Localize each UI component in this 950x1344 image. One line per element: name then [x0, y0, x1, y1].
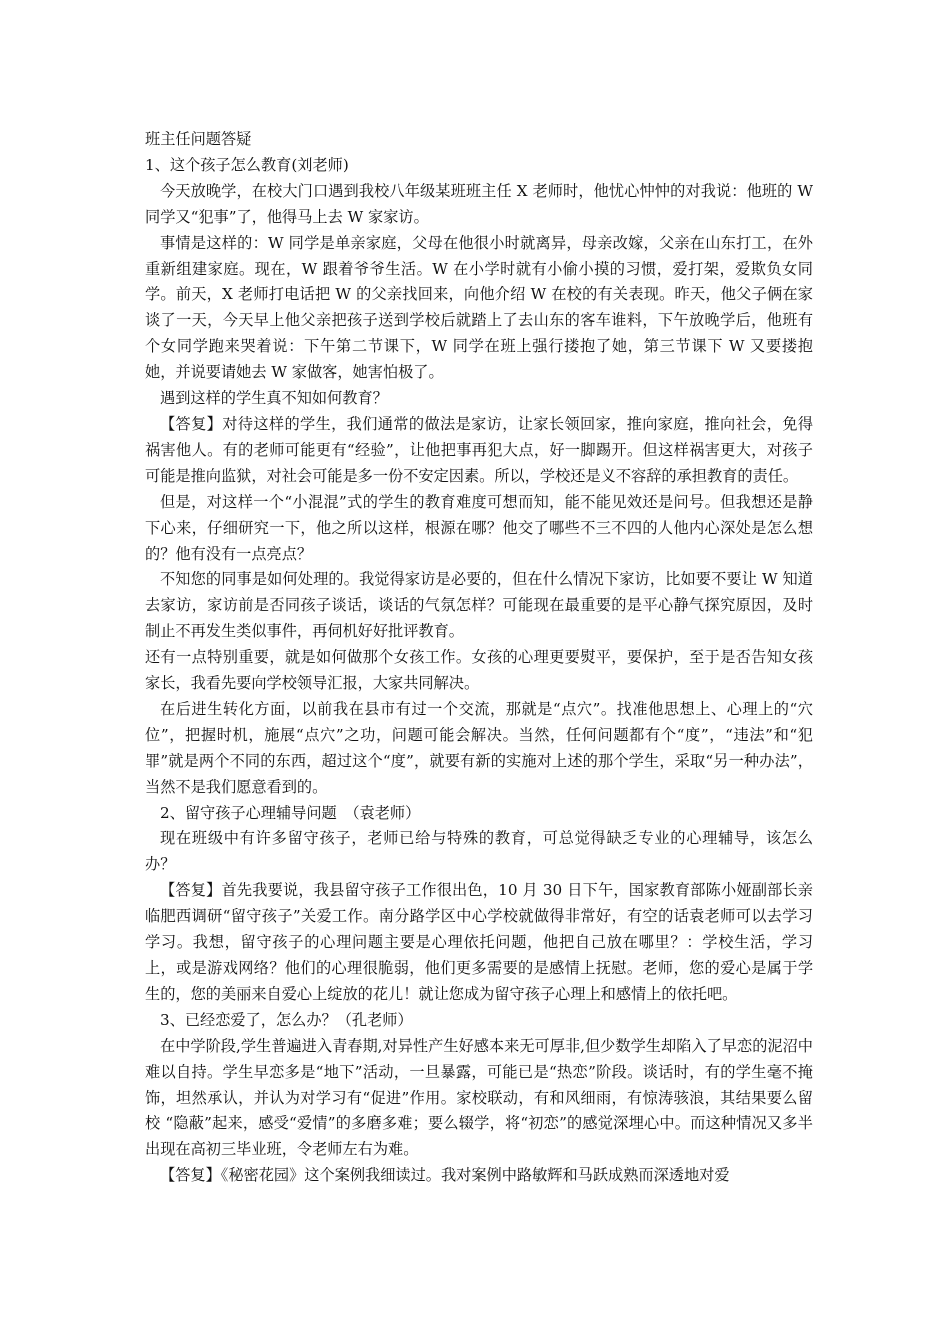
paragraph: 还有一点特别重要，就是如何做那个女孩工作。女孩的心理更要熨平，要保护，至于是否告知女孩家长，我看先要向学校领导汇报，大家共同解决。	[145, 648, 813, 693]
paragraph: 事情是这样的：W 同学是单亲家庭，父母在他很小时就离异，母亲改嫁，父亲在山东打工，在外重新组建家庭。现在，W 跟着爷爷生活。W 在小学时就有小偷小摸的习惯，爱打架，爱欺负女同学。前天，X 老师打电话把 W 的父亲找回来，向他介绍 W 在校的有关表现。昨天，他父子俩在家谈了一天，今天早上他父亲把孩子送到学校后就踏上了去山东的客车谁料，下午放晚学后，他班有个女同学跑来哭着说：下午第二节课下，W 同学在班上强行搂抱了她，第三节课下 W 又要搂抱她，并说要请她去 W 家做客，她害怕极了。	[145, 233, 813, 382]
paragraph: 在后进生转化方面，以前我在县市有过一个交流，那就是“点穴”。找准他思想上、心理上的“穴位”，把握时机，施展“点穴”之功，问题可能会解决。当然，任何问题都有个“度”，“违法”和“犯罪”就是两个不同的东西，超过这个“度”，就要有新的实施对上述的那个学生，采取“另一种办法”，当然不是我们愿意看到的。	[145, 699, 813, 796]
paragraph: 【答复】首先我要说，我县留守孩子工作很出色，10 月 30 日下午，国家教育部陈小娅副部长亲临肥西调研“留守孩子”关爱工作。南分路学区中心学校就做得非常好，有空的话袁老师可以去学习学习。我想，留守孩子的心理问题主要是心理依托问题，他把自己放在哪里？：学校生活，学习上，或是游戏网络？他们的心理很脆弱，他们更多需要的是感情上抚慰。老师，您的爱心是属于学生的，您的美丽来自爱心上绽放的花儿！就让您成为留守孩子心理上和感情上的依托吧。	[145, 881, 813, 1003]
paragraph: 【答复】《秘密花园》这个案例我细读过。我对案例中路敏辉和马跃成熟而深透地对爱	[160, 1166, 730, 1185]
paragraph: 今天放晚学，在校大门口遇到我校八年级某班班主任 X 老师时，他忧心忡忡的对我说：他班的 W 同学又“犯事”了，他得马上去 W 家家访。	[145, 181, 813, 226]
section-heading: 2、留守孩子心理辅导问题 （袁老师）	[160, 803, 421, 822]
paragraph: 【答复】对待这样的学生，我们通常的做法是家访，让家长领回家，推向家庭，推向社会，免得祸害他人。有的老师可能更有“经验”，让他把事再犯大点，好一脚踢开。但这样祸害更大，对孩子可能是推向监狱，对社会可能是多一份不安定因素。所以，学校还是义不容辞的承担教育的责任。	[145, 414, 813, 485]
paragraph: 不知您的同事是如何处理的。我觉得家访是必要的，但在什么情况下家访，比如要不要让 W 知道去家访，家访前是否同孩子谈话，谈话的气氛怎样？可能现在最重要的是平心静气探究原因，及时制止不再发生类似事件，再伺机好好批评教育。	[145, 570, 813, 641]
section-heading: 3、已经恋爱了，怎么办？（孔老师）	[160, 1010, 413, 1029]
document-body	[145, 127, 813, 1189]
document-title: 班主任问题答疑	[145, 130, 252, 148]
paragraph: 遇到这样的学生真不知如何教育？	[160, 389, 388, 408]
paragraph: 在中学阶段,学生普遍进入青春期,对异性产生好感本来无可厚非,但少数学生却陷入了早恋的泥沼中难以自持。学生早恋多是“地下”活动，一旦暴露，可能已是“热恋”阶段。谈话时，有的学生毫不掩饰，坦然承认，并认为对学习有“促进”作用。家校联动，有和风细雨，有惊涛骇浪，其结果要么留校 “隐蔽”起来，感受“爱情”的多磨多难；要么辍学，将“初恋”的感觉深埋心中。而这种情况又多半出现在高初三毕业班，令老师左右为难。	[145, 1036, 813, 1159]
paragraph: 但是，对这样一个“小混混”式的学生的教育难度可想而知，能不能见效还是问号。但我想还是静下心来，仔细研究一下，他之所以这样，根源在哪？他交了哪些不三不四的人他内心深处是怎么想的？他有没有一点亮点？	[145, 492, 813, 563]
paragraph: 1、这个孩子怎么教育(刘老师)	[145, 155, 349, 174]
paragraph: 现在班级中有许多留守孩子，老师已给与特殊的教育，可总觉得缺乏专业的心理辅导，该怎么办？	[145, 829, 813, 874]
